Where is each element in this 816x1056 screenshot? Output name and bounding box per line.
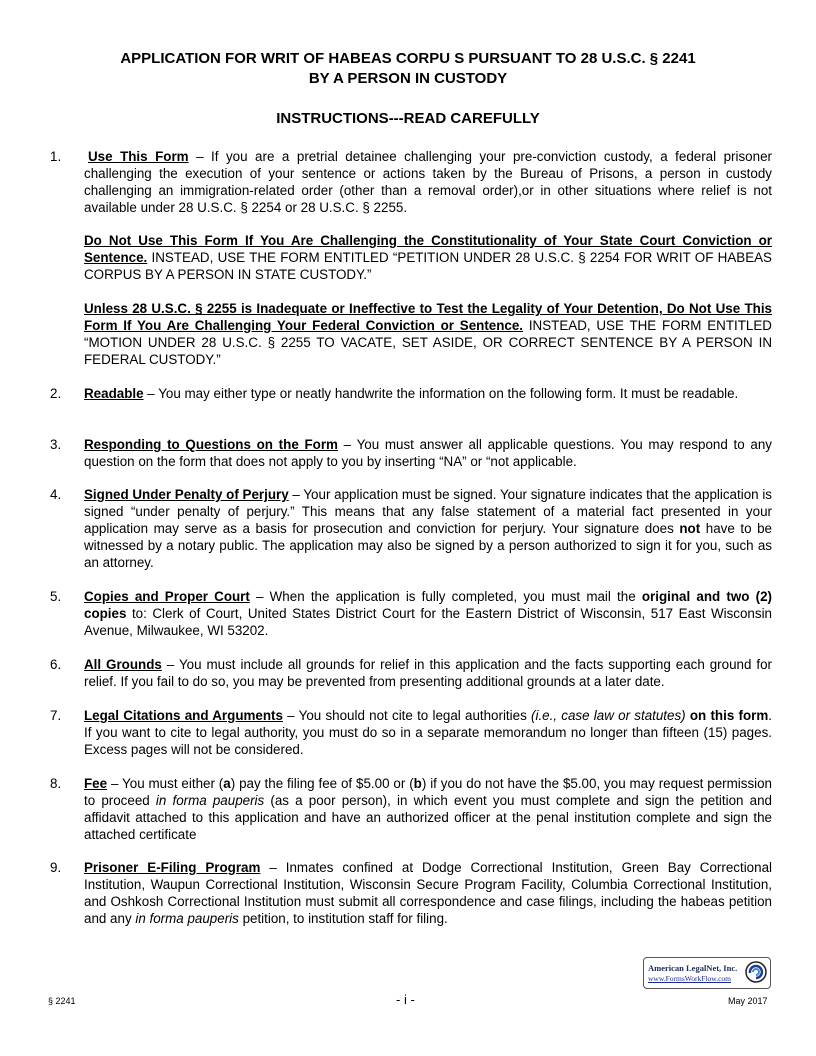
footer-page-number: - i -: [396, 992, 415, 1007]
item-4-body-a: – Your application must be signed. Your signature indicates that the application is signed “under penalty of perjury.” This means that any false statement of a material fact presented in your application may serve as a basis for prosecution and conviction for perjury. Your signature does: [84, 487, 772, 536]
footer-form-code: § 2241: [48, 996, 76, 1006]
instructions-heading: INSTRUCTIONS---READ CAREFULLY: [276, 110, 540, 127]
item-2-heading: Readable: [84, 386, 144, 401]
item-5-body-a: – When the application is fully completed, you must mail the: [249, 589, 642, 604]
item-5-bold: original and two (2) copies: [84, 589, 772, 621]
item-2-body: – You may either type or neatly handwrite the information on the following form. It must be readable.: [143, 386, 739, 401]
item-2: [84, 385, 772, 402]
logo-url-link[interactable]: www.FormsWorkFlow.com: [648, 974, 732, 983]
item-number-2: 2.: [50, 386, 62, 401]
item-8: [84, 775, 772, 843]
item-1a-body: INSTEAD, USE THE FORM ENTITLED “PETITION UNDER 28 U.S.C. § 2254 FOR WRIT OF HABEAS CORPUS BY A PERSON IN STATE CUSTODY.”: [84, 250, 772, 282]
item-8-body-b: ) pay the filing fee of $5.00 or (: [230, 776, 414, 791]
item-1a-heading: Do Not Use This Form If You Are Challenging the Constitutionality of Your State Court Conviction or Sentence.: [84, 233, 772, 265]
item-3-heading: Responding to Questions on the Form: [84, 437, 338, 452]
american-legalnet-logo[interactable]: [643, 957, 771, 989]
footer-date: May 2017: [728, 996, 768, 1006]
item-4-bold: not: [679, 521, 701, 536]
item-8-body-c: ) if you do not have the $5.00, you may request permission to proceed: [84, 776, 773, 808]
item-1-heading: Use This Form: [88, 149, 189, 164]
logo-swirl-icon: [745, 961, 767, 983]
item-8-italic: in forma pauperis: [155, 793, 265, 808]
item-4-heading: Signed Under Penalty of Perjury: [84, 487, 289, 502]
item-8-b: b: [413, 776, 422, 791]
title-line-2: BY A PERSON IN CUSTODY: [308, 70, 508, 87]
item-1b-body: INSTEAD, USE THE FORM ENTITLED “MOTION UNDER 28 U.S.C. § 2255 TO VACATE, SET ASIDE, OR CORRECT SENTENCE BY A PERSON IN FEDERAL CUSTODY.”: [84, 318, 772, 367]
item-1b-heading: Unless 28 U.S.C. § 2255 is Inadequate or Ineffective to Test the Legality of Your Detention, Do Not Use This Form If You Are Challenging Your Federal Conviction or Sentence.: [84, 301, 772, 333]
item-7-body-a: – You should not cite to legal authorities: [282, 708, 532, 723]
item-8-body-a: – You must either (: [107, 776, 224, 791]
item-number-4: 4.: [50, 487, 62, 502]
item-number-9: 9.: [50, 860, 62, 875]
item-1-note-b: [84, 300, 772, 368]
item-4-body-b: have to be witnessed by a notary public. The application may also be signed by a person authorized to sign it for you, such as an attorney.: [84, 521, 772, 570]
item-number-7: 7.: [50, 708, 62, 723]
item-8-heading: Fee: [84, 776, 108, 791]
item-9: [84, 859, 772, 927]
item-9-italic: in forma pauperis: [135, 911, 239, 926]
item-3-body: – You must answer all applicable questions. You may respond to any question on the form that does not apply to you by inserting “NA” or “not applicable.: [84, 437, 773, 469]
item-8-body-d: (as a poor person), in which event you must complete and sign the petition and affidavit attached to this application and have an authorized officer at the penal institution complete and sign the attached certificate: [84, 793, 772, 842]
item-7: [84, 707, 772, 758]
item-9-body-b: petition, to institution staff for filing.: [238, 911, 448, 926]
item-7-body-b: . If you want to cite to legal authority, you must do so in a separate memorandum no longer than fifteen (15) pages. Excess pages will not be considered.: [84, 708, 772, 757]
item-9-body-a: – Inmates confined at Dodge Correctional Institution, Green Bay Correctional Institution, Waupun Correctional Institution, Wisconsin Secure Program Facility, Columbia Correctional Institution, and Oshkosh Correctional Institution must submit all correspondence and case filings, including the habeas petition and any: [84, 860, 772, 926]
item-number-6: 6.: [50, 657, 62, 672]
item-5-heading: Copies and Proper Court: [84, 589, 250, 604]
item-5-body-b: to: Clerk of Court, United States District Court for the Eastern District of Wisconsin, 517 East Wisconsin Avenue, Milwaukee, WI 53202.: [84, 606, 772, 638]
item-7-bold: on this form: [685, 708, 769, 723]
item-8-a: a: [223, 776, 231, 791]
logo-company-name: American LegalNet, Inc.: [648, 963, 738, 973]
title-line-1: APPLICATION FOR WRIT OF HABEAS CORPU S PURSUANT TO 28 U.S.C. § 2241: [120, 50, 696, 67]
item-3: [84, 436, 772, 470]
item-1-note-a: [84, 232, 772, 283]
item-number-8: 8.: [50, 776, 62, 791]
item-1-body: – If you are a pretrial detainee challenging your pre-conviction custody, a federal prisoner challenging the execution of your sentence or actions taken by the Bureau of Prisons, a person in custody challenging an immigration-related order (other than a removal order),or in other situations where relief is not available under 28 U.S.C. § 2254 or 28 U.S.C. § 2255.: [84, 149, 772, 215]
item-6-heading: All Grounds: [84, 657, 162, 672]
item-4: [84, 486, 772, 571]
item-9-heading: Prisoner E-Filing Program: [84, 860, 261, 875]
item-7-heading: Legal Citations and Arguments: [84, 708, 283, 723]
item-5: [84, 588, 772, 639]
item-number-5: 5.: [50, 589, 62, 604]
item-7-italic: (i.e., case law or statutes): [531, 708, 686, 723]
item-1: [84, 148, 772, 216]
item-number-1: 1.: [50, 149, 62, 164]
item-6-body: – You must include all grounds for relief in this application and the facts supporting each ground for relief. If you fail to do so, you may be prevented from presenting additional grounds at a later date.: [84, 657, 772, 689]
item-6: [84, 656, 772, 690]
item-number-3: 3.: [50, 437, 62, 452]
